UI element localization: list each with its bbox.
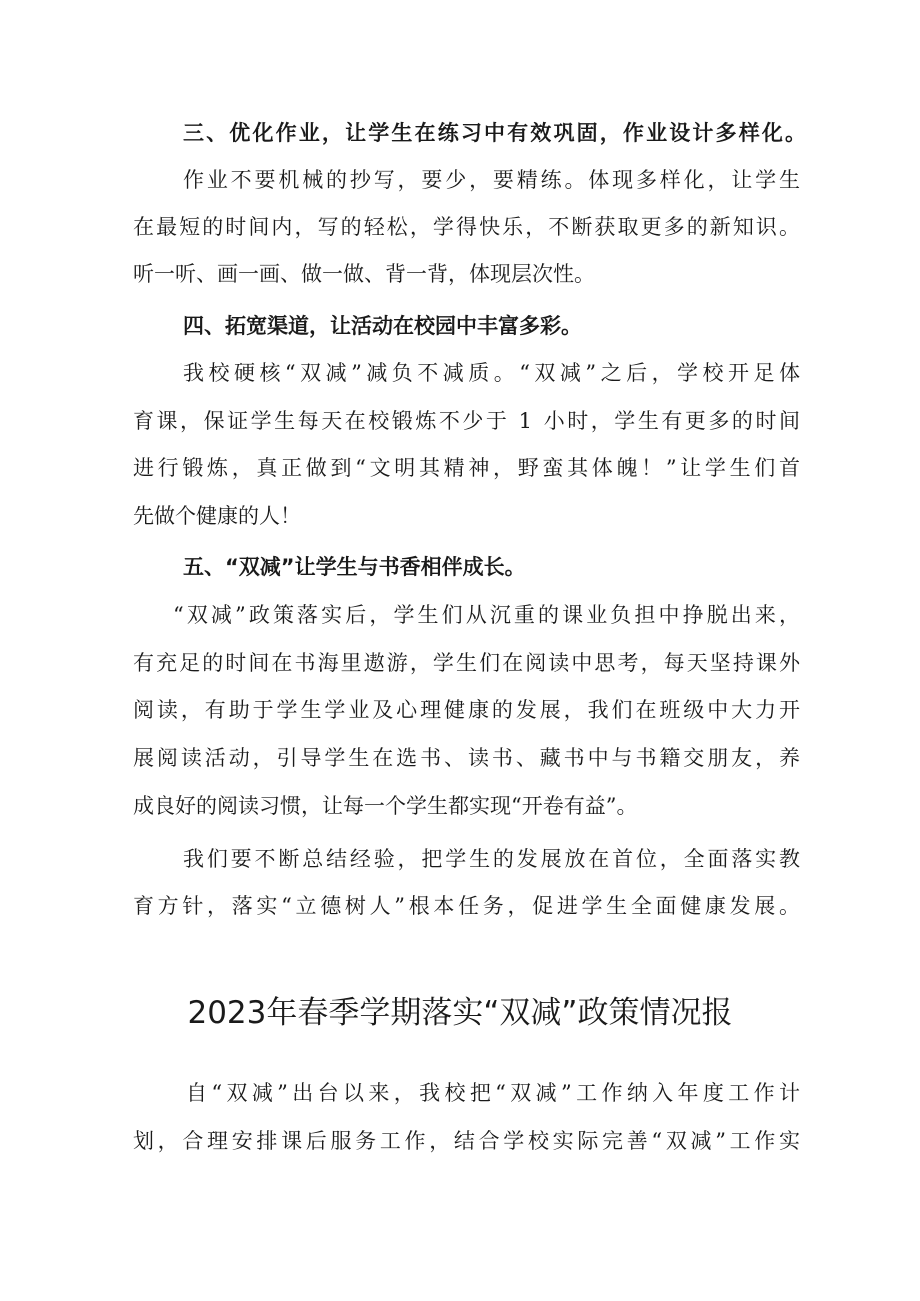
paragraph-line: “双减”政策落实后，学生们从沉重的课业负担中挣脱出来， [173,603,804,627]
paragraph-line: 自“双减”出台以来，我校把“双减”工作纳入年度工作计 [186,1081,805,1105]
paragraph-line: 进行锻炼，真正做到“文明其精神，野蛮其体魄！”让学生们首 [133,456,804,480]
paragraph-line: 成良好的阅读习惯，让每一个学生都实现“开卷有益”。 [133,794,638,818]
paragraph-line: 先做个健康的人！ [133,504,301,528]
paragraph-line: 听一听、画一画、做一做、背一背，体现层次性。 [133,262,595,286]
paragraph-line: 我校硬核“双减”减负不减质。“双减”之后，学校开足体 [183,361,805,385]
paragraph-line: 有充足的时间在书海里遨游，学生们在阅读中思考，每天坚持课外 [133,651,803,675]
paragraph-line: 我们要不断总结经验，把学生的发展放在首位，全面落实教 [183,847,803,871]
section-5-heading: 五、“双减”让学生与书香相伴成长。 [183,555,526,579]
section-4-heading: 四、拓宽渠道，让活动在校园中丰富多彩。 [183,314,582,338]
paragraph-line: 阅读，有助于学生学业及心理健康的发展，我们在班级中大力开 [133,698,803,722]
paragraph-line: 育方针，落实“立德树人”根本任务，促进学生全面健康发展。 [133,894,804,918]
paragraph-line: 展阅读活动，引导学生在选书、读书、藏书中与书籍交朋友，养 [133,746,803,770]
report-title: 2023年春季学期落实“双减”政策情况报 [187,995,733,1031]
paragraph-line: 在最短的时间内，写的轻松，学得快乐，不断获取更多的新知识。 [133,215,803,239]
paragraph-line: 划，合理安排课后服务工作，结合学校实际完善“双减”工作实 [133,1129,804,1153]
section-3-heading: 三、优化作业，让学生在练习中有效巩固，作业设计多样化。 [183,121,809,145]
paragraph-line: 育课，保证学生每天在校锻炼不少于 1 小时，学生有更多的时间 [133,409,803,433]
paragraph-line: 作业不要机械的抄写，要少，要精练。体现多样化，让学生 [183,168,803,192]
